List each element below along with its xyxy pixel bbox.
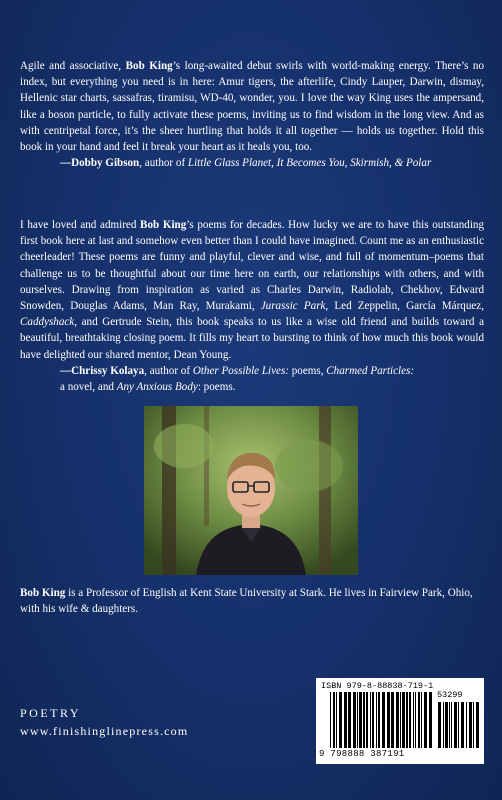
attribution-name: —Dobby Gibson xyxy=(60,157,140,170)
addon-number: 53299 xyxy=(437,690,463,700)
attribution-text: , author of xyxy=(144,364,193,377)
addon-bars-icon xyxy=(438,702,480,748)
blurb-kolaya xyxy=(20,217,484,395)
bio-name: Bob King xyxy=(20,587,66,599)
isbn-text: ISBN 979-8-88838-719-1 xyxy=(321,681,434,691)
attribution-titles: Little Glass Planet, It Becomes You, Skirmish, & Polar xyxy=(187,157,432,170)
author-bio xyxy=(20,585,484,617)
attribution-name: —Chrissy Kolaya xyxy=(60,364,145,377)
italic-title: Caddyshack, xyxy=(20,316,77,329)
attribution-text: poems, xyxy=(288,364,327,377)
blurb-text: Agile and associative, xyxy=(20,60,126,72)
publisher-website: www.finishinglinepress.com xyxy=(20,724,189,738)
author-photo-icon xyxy=(144,406,358,575)
author-name: Bob King xyxy=(125,60,173,72)
attribution-text: , author of xyxy=(139,157,188,170)
italic-title: Jurassic Park, xyxy=(260,300,329,313)
blurb-text: and Gertrude Stein, this book speaks to us like a wise old friend and builds toward a beautiful, breathtaking closing poem. It fills my heart to bursting to think of how much this book would have delighted our shared mentor, Dean Young. xyxy=(20,316,484,361)
blurb-kolaya-text xyxy=(20,217,484,363)
barcode-digits: 9 798888 387191 xyxy=(319,749,405,759)
blurb-text: ’s long-awaited debut swirls with world-making energy. There’s no index, but everything you need is in here: Amur tigers, the afterlife, Cindy Lauper, Darwin, dismay, Hellenic star charts, sassafras, tiramisu, WD-40, wonder, you. I love the way King uses the ampersand, like a boson particle, to fully activate these poems, inviting us to find wisdom in the long view. And as with centripetal force, it’s the sheer hurtling that holds it all together — holds us together. Hold this book in your hand and feel it break your heart as it heals you, too. xyxy=(20,60,484,154)
blurb-kolaya-attribution xyxy=(20,363,484,379)
category-label: POETRY xyxy=(20,706,82,720)
author-photo xyxy=(144,406,358,575)
blurb-text: I have loved and admired xyxy=(20,219,141,231)
attribution-title: Any Anxious Body xyxy=(116,381,198,394)
barcode-bars-icon xyxy=(330,692,434,748)
blurb-text: ’s poems for decades. How lucky we are to have this outstanding first book here at last and somehow even better than I could have imagined. Count me as an enthusiastic cheerleader! These poems are funny and playful, clever and wise, and full of momentum–poems that challenge us to be thoughtful about our time here on earth, our relationships with others, and with ourselves. Drawing from inspiration as varied as Charles Darwin, Radiolab, Chekhov, Edward Snowden, Douglas Adams, Man Ray, Murakami, xyxy=(20,219,484,313)
attribution-title: Charmed Particles: xyxy=(326,364,415,377)
blurb-gibson-text xyxy=(20,58,484,155)
blurb-gibson-attribution xyxy=(20,155,484,171)
blurb-kolaya-attribution-line2 xyxy=(20,379,484,395)
attribution-title: Other Possible Lives: xyxy=(192,364,289,377)
barcode xyxy=(316,678,484,764)
author-name: Bob King xyxy=(140,219,187,231)
blurb-gibson xyxy=(20,58,484,171)
bio-text: is a Professor of English at Kent State University at Stark. He lives in Fairview Park, Ohio, with his wife & daughters. xyxy=(20,587,473,616)
blurb-text: Led Zeppelin, García Márquez, xyxy=(328,300,485,313)
attribution-text: a novel, and xyxy=(60,381,117,394)
attribution-text: : poems. xyxy=(197,381,236,394)
